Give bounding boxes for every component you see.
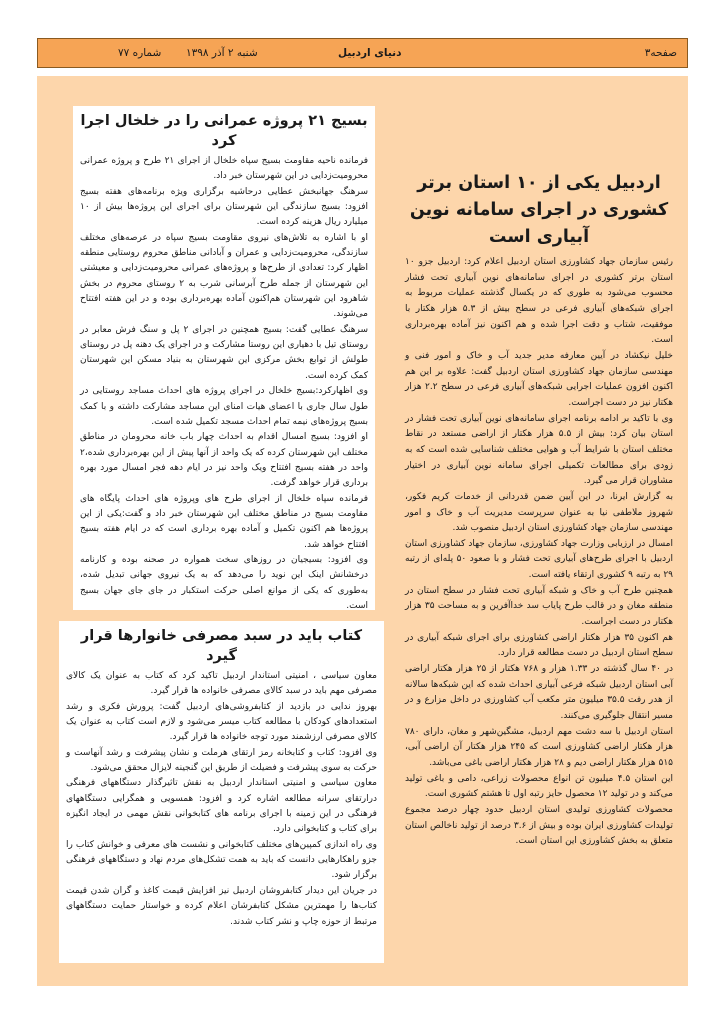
article-paragraph: فرمانده ناحیه مقاومت بسیج سپاه خلخال از اجرای ۲۱ طرح و پروژه عمرانی محرومیت‌زدایی در این شهرستان خبر داد. xyxy=(80,156,368,182)
article-paragraph: بهروز ندایی در بازدید از کتابفروشی‌های اردبیل گفت: پرورش فکری و رشد استعدادهای کودکان با مطالعه کتاب میسر می‌شود و لازم است کتاب به عنوان یک کالای مصرفی ارزشمند مورد توجه خانواده ها قرار گیرد. xyxy=(66,701,377,743)
article-title: بسیج ۲۱ پروژه عمرانی را در خلخال اجرا کرد xyxy=(80,113,368,149)
article-paragraph: وی راه اندازی کمپین‌های مختلف کتابخوانی و نشست های معرفی و خوانش کتاب را جزو راهکارهایی دانست که باید به همت تشکل‌های مردم نهاد و دستگاههای فرهنگی برگزار شود. xyxy=(66,839,377,881)
article-paragraph: معاون سیاسی و امنیتی استاندار اردبیل به نقش تاثیرگذار دستگاههای فرهنگی درارتقای سرانه مطالعه اشاره کرد و افزود: همسویی و همگرایی دستگاههای فرهنگی در این زمینه با اجرای برنامه های کتابخوانی نقش مهمی در ایجاد انگیزه برای کتاب و کتابخوانی دارد. xyxy=(66,778,377,835)
article-basij-projects xyxy=(73,106,375,610)
article-paragraph: او با اشاره به تلاش‌های نیروی مقاومت بسیج سپاه در عرصه‌های مختلف سازندگی، محرومیت‌زدایی و عمران و آبادانی مناطق محروم روستایی منطقه اظهار کرد: تعدادی از طرح‌ها و پروژه‌های عمرانی محرومیت‌زدایی و معیشتی این شهرستان از جمله طرح آبرسانی شرب به ۲ روستای محروم در بخش شاهرود این شهرستان هم‌اکنون آماده بهره‌برداری بوده و در این هفته افتتاح می‌شوند. xyxy=(80,232,368,320)
article-paragraph: وی افزود: کتاب و کتابخانه رمز ارتقای هرملت و نشان پیشرفت و رشد آنهاست و حرکت به سوی پیشرفت و فضیلت از طریق این گنجینه لایزال محقق می‌شود. xyxy=(66,747,377,774)
article-paragraph: امسال در ارزیابی وزارت جهاد کشاورزی، سازمان جهاد کشاورزی استان اردبیل با اجرای طرح‌های آبیاری تحت فشار و با صعود ۵۰ پله‌ای از رتبه ۲۹ به رتبه ۹ کشوری ارتقاء یافته است. xyxy=(405,538,674,581)
article-paragraph: این استان ۴.۵ میلیون تن انواع محصولات زراعی، دامی و باغی تولید می‌کند و در تولید ۱۲ محصول حایز رتبه اول تا هشتم کشوری است. xyxy=(405,773,674,800)
article-paragraph: سرهنگ عطایی گفت: بسیج همچنین در اجرای ۲ پل و سنگ فرش معابر در روستای تیل با دهیاری این روستا مشارکت و در اجرای یک دهنه پل در روستای طولش از توابع بخش مرکزی این شهرستان به بنیاد مسکن این شهرستان کمک کرده است. xyxy=(80,324,368,381)
article-paragraph: معاون سیاسی ، امنیتی استاندار اردبیل تاکید کرد که کتاب به عنوان یک کالای مصرفی مهم باید در سبد کالای مصرفی خانواده ها قرار گیرد. xyxy=(66,671,377,697)
issue-number: شماره ۷۷ xyxy=(118,47,162,59)
article-irrigation xyxy=(405,170,673,850)
article-paragraph: وی با تاکید بر ادامه برنامه اجرای سامانه‌های نوین آبیاری تحت فشار در استان بیان کرد: بیش از ۵.۵ هزار هکتار از اراضی مستعد در نقاط مختلف استان با شرایط آب و هوایی مختلف شناسایی شده است که به زودی برای مطالعات تکمیلی اجرای سامانه نوین آبیاری در اختیار مشاوران قرار می گیرد. xyxy=(405,413,673,487)
article-paragraph: در ۴۰ سال گذشته در ۱.۳۳ هزار و ۷۶۸ هکتار از ۲۵ هزار هکتار اراضی آبی استان اردبیل شبکه فرعی آبیاری احداث شده که این شبکه‌ها سالانه از هدر رفت ۳۵.۵ میلیون متر مکعب آب کشاورزی در داخل مزارع و در مسیر انتقال جلوگیری می‌کنند. xyxy=(405,664,674,722)
article-paragraph: رئیس سازمان جهاد کشاورزی استان اردبیل اعلام کرد: اردبیل جزو ۱۰ استان برتر کشوری در اجرای سامانه‌های نوین آبیاری تحت فشار محسوب می‌شود به طوری که در یکسال گذشته عملیات مربوط به اجرای شبکه‌های آبیاری فرعی در سطح بیش از ۵.۳ هزار هکتار با موفقیت، شتاب و دقت اجرا شده و هم اکنون نیز آماده بهره‌برداری است. xyxy=(405,257,673,346)
article-paragraph: او افزود: بسیج امسال اقدام به احداث چهار باب خانه محرومان در مناطق مختلف این شهرستان کرده که یک واحد از آنها پیش از این بهره‌برداری شده،۲ واحد در هفته بسیج افتتاح ویک واحد نیز در ایام دهه فجر امسال مورد بهره برداری قرار خواهد گرفت. xyxy=(80,432,368,489)
article-paragraph: محصولات کشاورزی تولیدی استان اردبیل حدود چهار درصد مجموع تولیدات کشاورزی ایران بوده و بیش از ۳.۶ درصد از تولید ناخالص استان متعلق به بخش کشاورزی این استان است. xyxy=(405,804,674,847)
article-paragraph: هم اکنون ۳۵ هزار هکتار اراضی کشاورزی برای اجرای شبکه آبیاری در سطح استان اردبیل در دست مطالعه قرار دارد. xyxy=(405,632,673,659)
article-paragraph: وی اظهارکرد:بسیج خلخال در اجرای پروژه های احداث مساجد روستایی در طول سال جاری با اعضای هیات امنای این مساجد مشارکت داشته و با کمک بسیج پروژه‌های نیمه تمام احداث مسجد تکمیل شده است. xyxy=(80,386,368,427)
newspaper-title: دنیای اردبیل xyxy=(338,47,402,59)
article-title: کتاب باید در سبد مصرفی خانوارها قرار گیرد xyxy=(80,628,363,664)
article-title: اردبیل یکی از ۱۰ استان برتر کشوری در اجرای سامانه نوین آبیاری است xyxy=(409,173,669,247)
article-paragraph: در جریان این دیدار کتابفروشان اردبیل نیز افزایش قیمت کاغذ و گران شدن قیمت کتاب‌ها را مهمترین مشکل کتابفرشان اعلام کرده و خواستار حمایت دستگاههای مرتبط از حوزه چاپ و نشر کتاب شدند. xyxy=(66,885,377,927)
page-header xyxy=(37,38,688,68)
article-paragraph: به گزارش ایرنا، در این آیین ضمن قدردانی از خدمات کریم فکور، شهروز ملاطفی نیا به عنوان سرپرست مدیریت آب و خاک و امور مهندسی سازمان جهاد کشاورزی استان اردبیل منصوب شد. xyxy=(405,491,673,534)
issue-date: شنبه ۲ آذر ۱۳۹۸ xyxy=(186,47,258,59)
article-paragraph: سرهنگ جهانبخش عطایی درحاشیه برگزاری ویژه برنامه‌های هفته بسیج افزود: بسیج سازندگی این شهرستان برای اجرای این پروژه‌ها بیش از ۱۰ میلیارد ریال هزینه کرده است. xyxy=(80,186,368,228)
article-paragraph: خلیل نیکشاد در آیین معارفه مدیر جدید آب و خاک و امور فنی و مهندسی سازمان جهاد کشاورزی استان اردبیل گفت: علاوه بر این هم اکنون افزون عملیات اجرایی شبکه‌های آبیاری فرعی در سطح ۲.۲ هزار هکتار نیز در دست اجراست. xyxy=(405,350,674,408)
article-paragraph: وی افزود: بسیجیان در روزهای سخت همواره در صحنه بوده و کارنامه درخشانش اینک این نوید را می‌دهد که به یک نیروی جهانی تبدیل شده، به‌طوری که یکی از موانع اصلی حرکت استکبار در جای جای جهان بسیج است. xyxy=(80,554,368,610)
article-paragraph: استان اردبیل با سه دشت مهم اردبیل، مشگین‌شهر و مغان، دارای ۷۸۰ هزار هکتار اراضی کشاورزی است که ۲۴۵ هزار هکتار آن اراضی آبی، ۵۱۵ هزار هکتار اراضی دیم و ۲۸ هزار هکتار اراضی باغی می‌باشد. xyxy=(405,726,673,768)
article-paragraph: فرمانده سپاه خلخال از اجرای طرح های وپروژه های احداث پایگاه های مقاومت بسیج در مناطق مختلف این شهرستان خبر داد و گفت:یکی از این پروژه‌ها هم اکنون تکمیل و آماده بهره برداری است که در ایام هفته بسیج افتتاح خواهد شد. xyxy=(80,493,368,550)
article-book-consumption xyxy=(59,621,384,963)
article-paragraph: همچنین طرح آب و خاک و شبکه آبیاری تحت فشار در سطح استان در منطقه مغان و در قالب طرح پایاب سد خداآفرین و به مساحت ۳۵ هزار هکتار در دست اجراست. xyxy=(405,585,673,628)
page-number: صفحه۳ xyxy=(644,47,677,59)
